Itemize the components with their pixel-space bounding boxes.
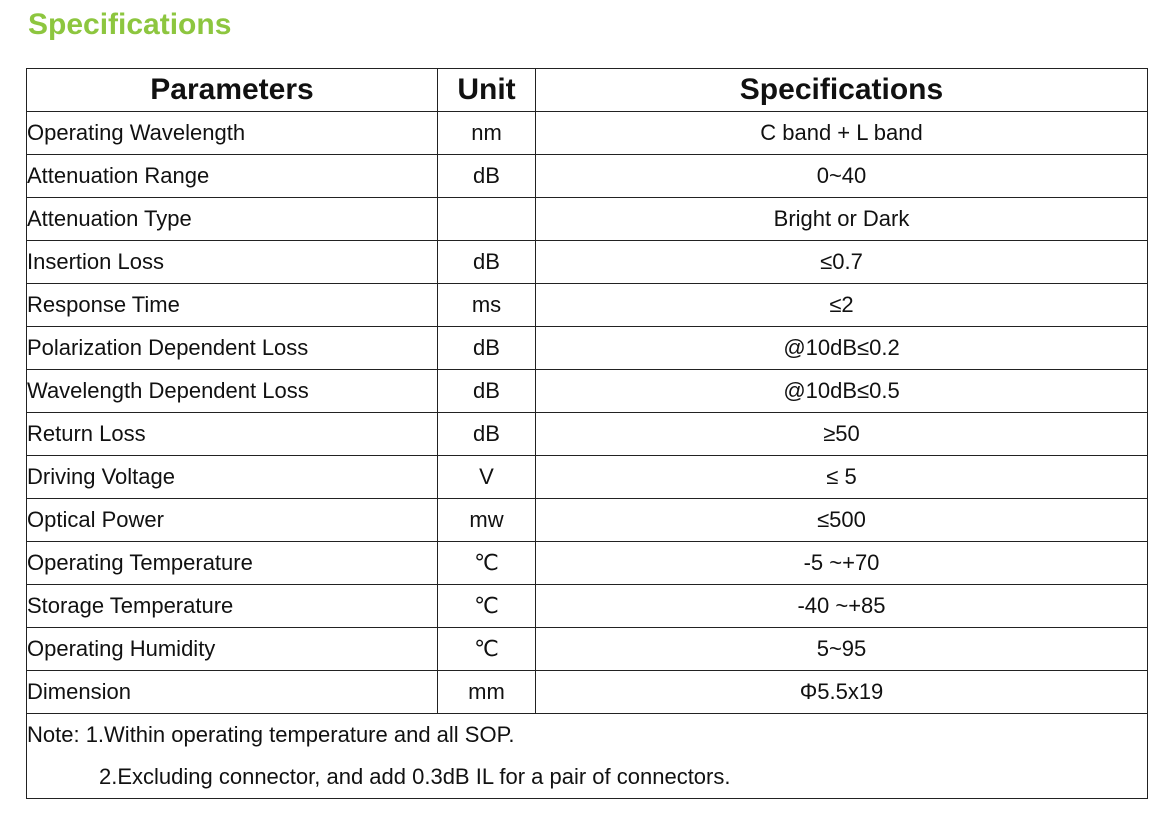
specification-cell: Bright or Dark <box>536 198 1148 241</box>
notes-row <box>27 714 1148 799</box>
specification-cell: ≤2 <box>536 284 1148 327</box>
parameter-cell: Operating Temperature <box>27 542 438 585</box>
table-row <box>27 542 1148 585</box>
specification-cell: @10dB≤0.5 <box>536 370 1148 413</box>
table-row <box>27 499 1148 542</box>
specification-cell: C band + L band <box>536 112 1148 155</box>
header-parameters: Parameters <box>27 69 438 112</box>
specification-cell: ≤500 <box>536 499 1148 542</box>
parameter-cell: Operating Humidity <box>27 628 438 671</box>
parameter-cell: Operating Wavelength <box>27 112 438 155</box>
unit-cell <box>438 198 536 241</box>
table-row <box>27 241 1148 284</box>
specification-cell: ≤0.7 <box>536 241 1148 284</box>
specification-cell: -5 ~+70 <box>536 542 1148 585</box>
note-1: Note: 1.Within operating temperature and all SOP. <box>27 722 515 747</box>
unit-cell: dB <box>438 327 536 370</box>
parameter-cell: Driving Voltage <box>27 456 438 499</box>
table-row <box>27 155 1148 198</box>
unit-cell: mw <box>438 499 536 542</box>
specification-cell: ≥50 <box>536 413 1148 456</box>
parameter-cell: Dimension <box>27 671 438 714</box>
table-row <box>27 628 1148 671</box>
unit-cell: ℃ <box>438 585 536 628</box>
unit-cell: dB <box>438 370 536 413</box>
unit-cell: ms <box>438 284 536 327</box>
unit-cell: nm <box>438 112 536 155</box>
header-specifications: Specifications <box>536 69 1148 112</box>
table-row <box>27 671 1148 714</box>
parameter-cell: Attenuation Range <box>27 155 438 198</box>
parameter-cell: Polarization Dependent Loss <box>27 327 438 370</box>
parameter-cell: Return Loss <box>27 413 438 456</box>
unit-cell: mm <box>438 671 536 714</box>
header-unit: Unit <box>438 69 536 112</box>
table-row <box>27 456 1148 499</box>
specifications-table <box>26 68 1148 799</box>
parameter-cell: Storage Temperature <box>27 585 438 628</box>
notes-cell <box>27 714 1148 799</box>
note-2: 2.Excluding connector, and add 0.3dB IL for a pair of connectors. <box>99 764 731 789</box>
table-header-row <box>27 69 1148 112</box>
unit-cell: ℃ <box>438 542 536 585</box>
table-row <box>27 112 1148 155</box>
specification-cell: Φ5.5x19 <box>536 671 1148 714</box>
table-row <box>27 284 1148 327</box>
parameter-cell: Response Time <box>27 284 438 327</box>
parameter-cell: Insertion Loss <box>27 241 438 284</box>
section-title: Specifications <box>28 8 232 41</box>
table-row <box>27 370 1148 413</box>
table-row <box>27 327 1148 370</box>
unit-cell: dB <box>438 155 536 198</box>
unit-cell: ℃ <box>438 628 536 671</box>
table-body <box>27 112 1148 714</box>
table-row <box>27 413 1148 456</box>
specification-cell: 5~95 <box>536 628 1148 671</box>
parameter-cell: Wavelength Dependent Loss <box>27 370 438 413</box>
unit-cell: dB <box>438 413 536 456</box>
parameter-cell: Attenuation Type <box>27 198 438 241</box>
table-row <box>27 198 1148 241</box>
specification-cell: ≤ 5 <box>536 456 1148 499</box>
unit-cell: V <box>438 456 536 499</box>
specification-cell: 0~40 <box>536 155 1148 198</box>
specification-cell: -40 ~+85 <box>536 585 1148 628</box>
parameter-cell: Optical Power <box>27 499 438 542</box>
table-row <box>27 585 1148 628</box>
unit-cell: dB <box>438 241 536 284</box>
specification-cell: @10dB≤0.2 <box>536 327 1148 370</box>
